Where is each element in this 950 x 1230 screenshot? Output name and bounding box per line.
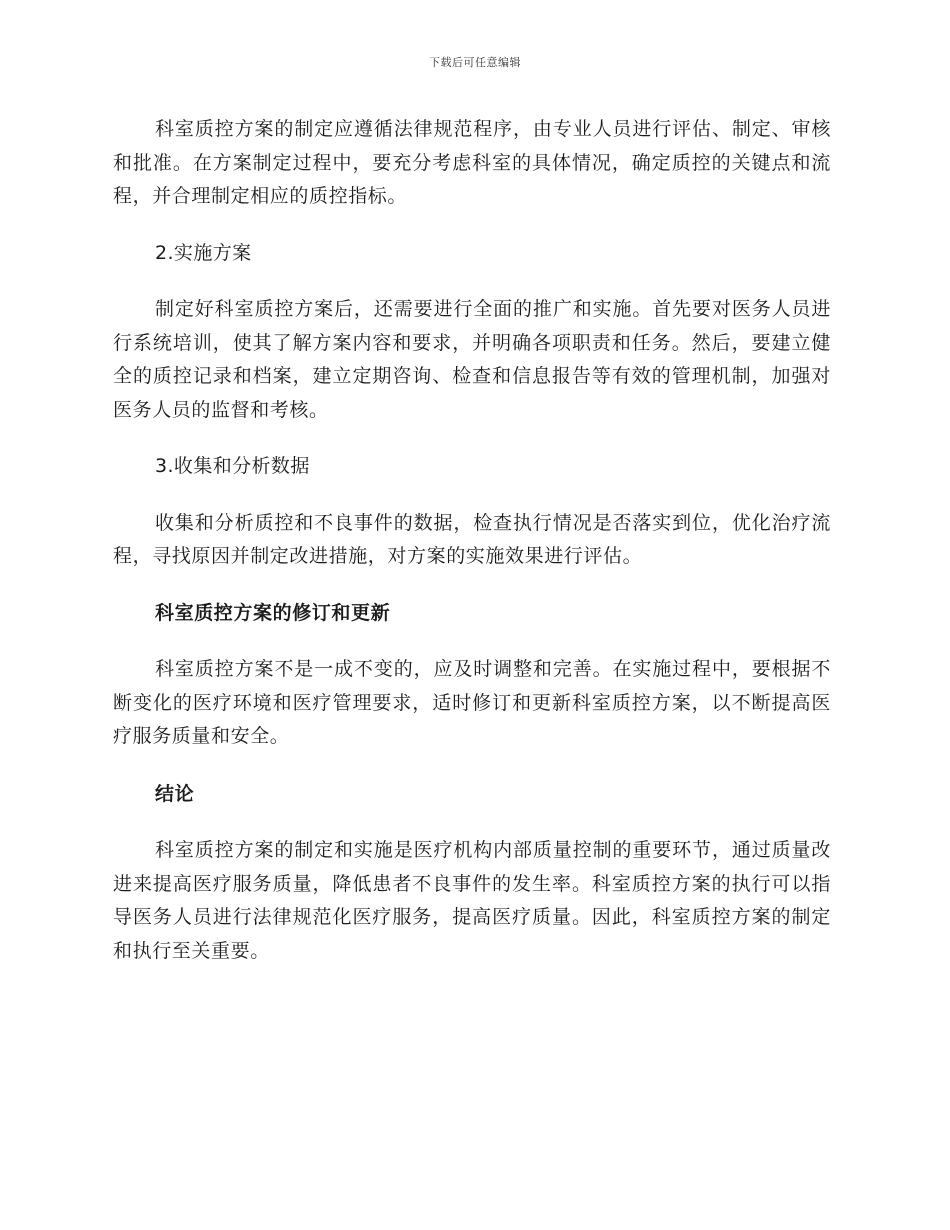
paragraph-conclusion: 科室质控方案的制定和实施是医疗机构内部质量控制的重要环节，通过质量改进来提高医疗服务质量，降低患者不良事件的发生率。科室质控方案的执行可以指导医务人员进行法律规范化医疗服务，提高医疗质量。因此，科室质控方案的制定和执行至关重要。 [113, 839, 831, 962]
section-title-revision: 科室质控方案的修订和更新 [155, 601, 391, 624]
subheading-implementation: 2.实施方案 [155, 241, 252, 264]
paragraph-implementation: 制定好科室质控方案后，还需要进行全面的推广和实施。首先要对医务人员进行系统培训，使其了解方案内容和要求，并明确各项职责和任务。然后，要建立健全的质控记录和档案，建立定期咨询、检查和信息报告等有效的管理机制，加强对医务人员的监督和考核。 [113, 298, 831, 421]
paragraph-data-analysis: 收集和分析质控和不良事件的数据，检查执行情况是否落实到位，优化治疗流程，寻找原因并制定改进措施，对方案的实施效果进行评估。 [113, 511, 831, 567]
section-title-conclusion: 结论 [155, 782, 195, 805]
header-note: 下载后可任意编辑 [429, 56, 521, 69]
document-body [113, 113, 831, 968]
paragraph-plan-formulation: 科室质控方案的制定应遵循法律规范程序，由专业人员进行评估、制定、审核和批准。在方案制定过程中，要充分考虑科室的具体情况，确定质控的关键点和流程，并合理制定相应的质控指标。 [113, 118, 831, 207]
subheading-data-analysis: 3.收集和分析数据 [155, 455, 310, 477]
paragraph-revision: 科室质控方案不是一成不变的，应及时调整和完善。在实施过程中，要根据不断变化的医疗环境和医疗管理要求，适时修订和更新科室质控方案，以不断提高医疗服务质量和安全。 [113, 658, 831, 747]
